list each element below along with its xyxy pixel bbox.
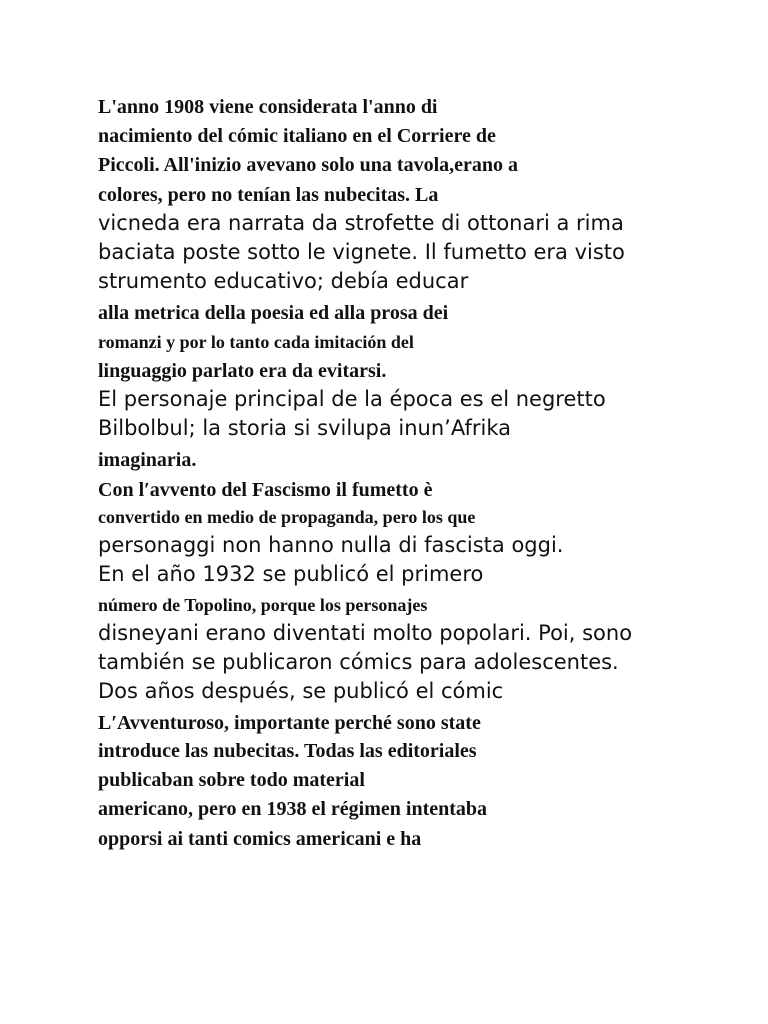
text-line: colores, pero no tenían las nubecitas. La [98, 184, 439, 206]
text-line: El personaje principal de la época es el negretto [98, 387, 606, 411]
text-line: personaggi non hanno nulla di fascista oggi. [98, 533, 564, 557]
text-line: vicneda era narrata da strofette di ottonari a rima [98, 211, 624, 235]
text-line: imaginaria. [98, 449, 197, 471]
text-line: número de Topolino, porque los personajes [98, 595, 428, 615]
text-line: linguaggio parlato era da evitarsi. [98, 360, 387, 382]
text-line: publicaban sobre todo material [98, 769, 365, 791]
text-line: baciata poste sotto le vignete. Il fumetto era visto [98, 240, 625, 264]
text-line: L′Avventuroso, importante perché sono state [98, 712, 481, 734]
text-line: nacimiento del cómic italiano en el Corriere de [98, 125, 496, 147]
text-line: L'anno 1908 viene considerata l'anno di [98, 96, 438, 118]
text-line: En el año 1932 se publicó el primero [98, 562, 484, 586]
text-line: Con l′avvento del Fascismo il fumetto è [98, 479, 433, 501]
text-line: Bilbolbul; la storia si svilupa inun’Afrika [98, 416, 511, 440]
text-line: también se publicaron cómics para adolescentes. [98, 650, 619, 674]
text-line: romanzi y por lo tanto cada imitación del [98, 332, 414, 352]
text-line: convertido en medio de propaganda, pero los que [98, 507, 476, 527]
text-line: strumento educativo; debía educar [98, 269, 469, 293]
text-line: disneyani erano diventati molto popolari. Poi, sono [98, 621, 633, 645]
text-line: americano, pero en 1938 el régimen intentaba [98, 798, 488, 820]
text-line: alla metrica della poesia ed alla prosa dei [98, 302, 449, 324]
text-line: opporsi ai tanti comics americani e ha [98, 828, 422, 850]
text-line: Dos años después, se publicó el cómic [98, 679, 504, 703]
text-line: Piccoli. All'inizio avevano solo una tavola,erano a [98, 154, 518, 176]
text-line: introduce las nubecitas. Todas las editoriales [98, 740, 477, 762]
